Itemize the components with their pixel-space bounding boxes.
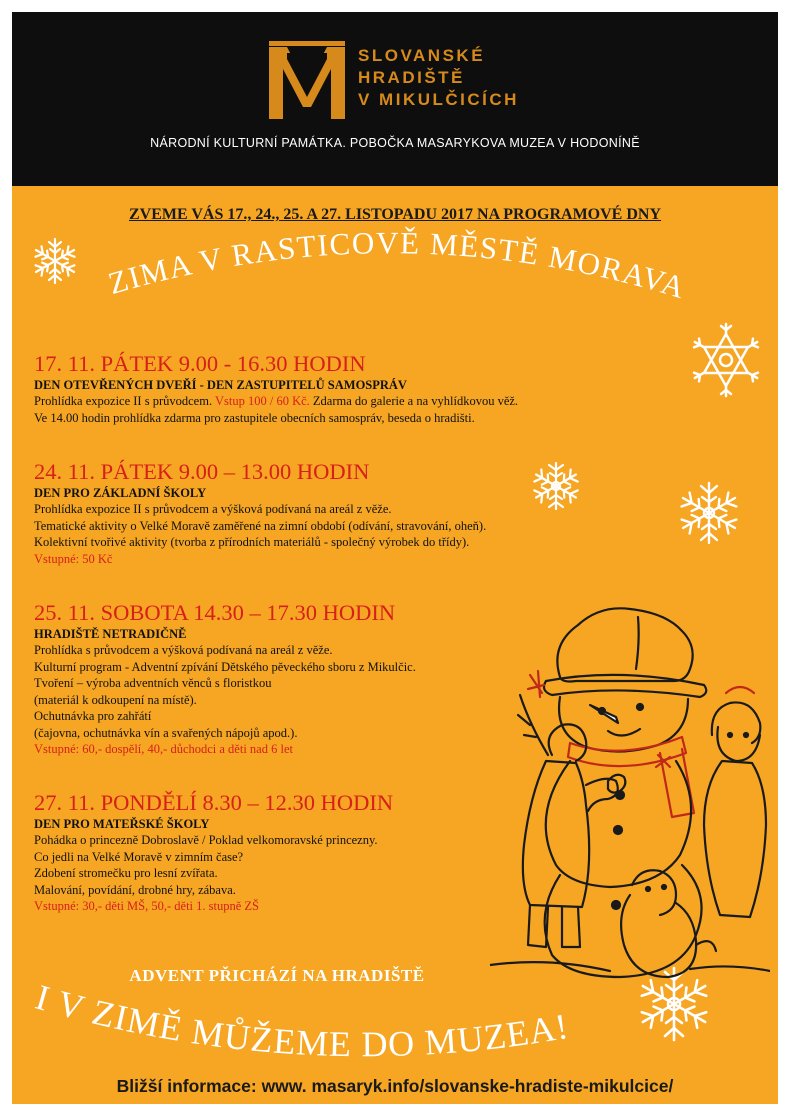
event-line: (materiál k odkoupení na místě). [34, 692, 197, 707]
invitation-line: ZVEME VÁS 17., 24., 25. A 27. LISTOPADU 2017 NA PROGRAMOVÉ DNY [128, 206, 662, 223]
event-line: Prohlídka s průvodcem a výšková podívaná na areál z věže. [34, 643, 333, 657]
snowflake-icon [688, 322, 764, 398]
event-line: Zdobení stromečku pro lesní zvířata. [34, 866, 218, 880]
slogan: I V ZIMĚ MŮŽEME DO MUZEA! [31, 976, 572, 1065]
event-line: Tvoření – výroba adventních věnců s floristkou [34, 676, 272, 690]
event-25-11 [34, 599, 554, 758]
price-text: Vstupné: 60,- dospělí, 40,- důchodci a děti nad 6 let [34, 742, 293, 756]
header-subtitle: NÁRODNÍ KULTURNÍ PAMÁTKA. POBOČKA MASARYKOVA MUZEA V HODONÍNĚ [150, 136, 640, 150]
event-line: Ochutnávka pro zahřátí [34, 709, 152, 723]
event-subheading: HRADIŠTĚ NETRADIČNĚ [34, 627, 187, 641]
snowflake-icon [30, 236, 80, 286]
advent-heading: ADVENT PŘICHÁZÍ NA HRADIŠTĚ [129, 966, 425, 985]
price-text: Vstupné: 30,- děti MŠ, 50,- děti 1. stupně ZŠ [34, 899, 259, 913]
more-info-link-text: Bližší informace: www. masaryk.info/slovanske-hradiste-mikulcice/ [116, 1076, 674, 1096]
snowflake-icon [530, 460, 582, 512]
event-title: ZIMA V RASTICOVĚ MĚSTĚ MORAVA [104, 225, 691, 306]
event-subheading: DEN OTEVŘENÝCH DVEŘÍ - DEN ZASTUPITELŮ SAMOSPRÁV [34, 378, 407, 392]
event-subheading: DEN PRO MATEŘSKÉ ŠKOLY [34, 817, 210, 831]
event-27-11 [34, 789, 554, 915]
event-line: Pohádka o princezně Dobroslavě / Poklad velkomoravské princezny. [34, 833, 378, 847]
snowman-children-illustration [490, 585, 770, 985]
event-17-11 [34, 350, 734, 426]
event-line: Co jedli na Velké Moravě v zimním čase? [34, 849, 244, 864]
logo-text-line-3: V MIKULČICÍCH [358, 90, 519, 109]
event-heading: 27. 11. PONDĚLÍ 8.30 – 12.30 HODIN [34, 790, 394, 815]
event-line: Ve 14.00 hodin prohlídka zdarma pro zastupitele obecních samospráv, beseda o hradišti. [34, 410, 475, 425]
logo-text-line-1: SLOVANSKÉ [358, 46, 486, 65]
event-line: Tematické aktivity o Velké Moravě zaměřené na zimní období (odívání, stravování, oheň). [34, 518, 487, 533]
price-text: Vstup 100 / 60 Kč. [214, 394, 310, 408]
event-subheading: DEN PRO ZÁKLADNÍ ŠKOLY [34, 486, 207, 500]
event-line: Prohlídka expozice II s průvodcem. Vstup 100 / 60 Kč. Zdarma do galerie a na vyhlídkovou věž. [34, 394, 519, 408]
logo-text-line-2: HRADIŠTĚ [358, 68, 465, 87]
event-heading: 25. 11. SOBOTA 14.30 – 17.30 HODIN [34, 600, 396, 625]
snowflake-icon [676, 480, 742, 546]
event-line: Kulturní program - Adventní zpívání Dětského pěveckého sboru z Mikulčic. [34, 659, 416, 674]
event-line: Kolektivní tvořivé aktivity (tvorba z přírodních materiálů - společný výrobek do třídy). [34, 535, 470, 549]
event-heading: 24. 11. PÁTEK 9.00 – 13.00 HODIN [34, 459, 370, 484]
event-heading: 17. 11. PÁTEK 9.00 - 16.30 HODIN [34, 351, 366, 376]
event-24-11 [34, 458, 554, 567]
event-line: (čajovna, ochutnávka vín a svařených nápojů apod.). [34, 725, 298, 740]
event-line: Prohlídka expozice II s průvodcem a výšková podívaná na areál z věže. [34, 502, 392, 516]
poster [12, 12, 778, 1104]
price-text: Vstupné: 50 Kč [34, 551, 113, 566]
event-line: Malování, povídání, drobné hry, zábava. [34, 882, 236, 897]
